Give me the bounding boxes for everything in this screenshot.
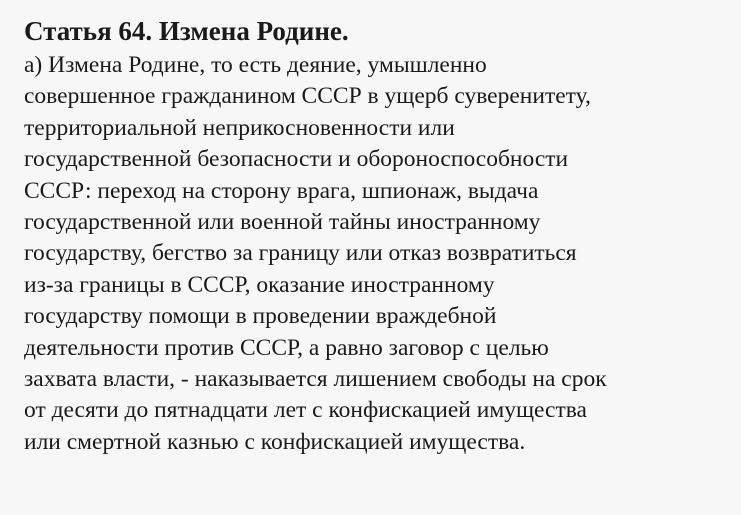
article-paragraph bbox=[24, 50, 731, 458]
text-line: СССР: переход на сторону врага, шпионаж, выдача bbox=[24, 177, 539, 204]
text-line: государству, бегство за границу или отказ возвратиться bbox=[24, 240, 577, 267]
text-line: государству помощи в проведении враждебной bbox=[24, 303, 497, 330]
text-line: захвата власти, - наказывается лишением свободы на срок bbox=[24, 366, 607, 393]
text-line: деятельности против СССР, а равно заговор с целью bbox=[24, 334, 549, 361]
article-heading: Статья 64. Измена Родине. bbox=[24, 16, 349, 46]
text-line: совершенное гражданином СССР в ущерб суверенитету, bbox=[24, 83, 591, 110]
text-line: а) Измена Родине, то есть деяние, умышленно bbox=[24, 52, 487, 78]
text-line: или смертной казнью с конфискацией имущества. bbox=[24, 428, 526, 455]
text-line: от десяти до пятнадцати лет с конфискацией имущества bbox=[24, 397, 587, 424]
text-line: территориальной неприкосновенности или bbox=[24, 114, 455, 141]
text-line: из-за границы в СССР, оказание иностранному bbox=[24, 271, 495, 298]
text-line: государственной или военной тайны иностранному bbox=[24, 209, 541, 236]
text-line: государственной безопасности и обороноспособности bbox=[24, 146, 569, 173]
